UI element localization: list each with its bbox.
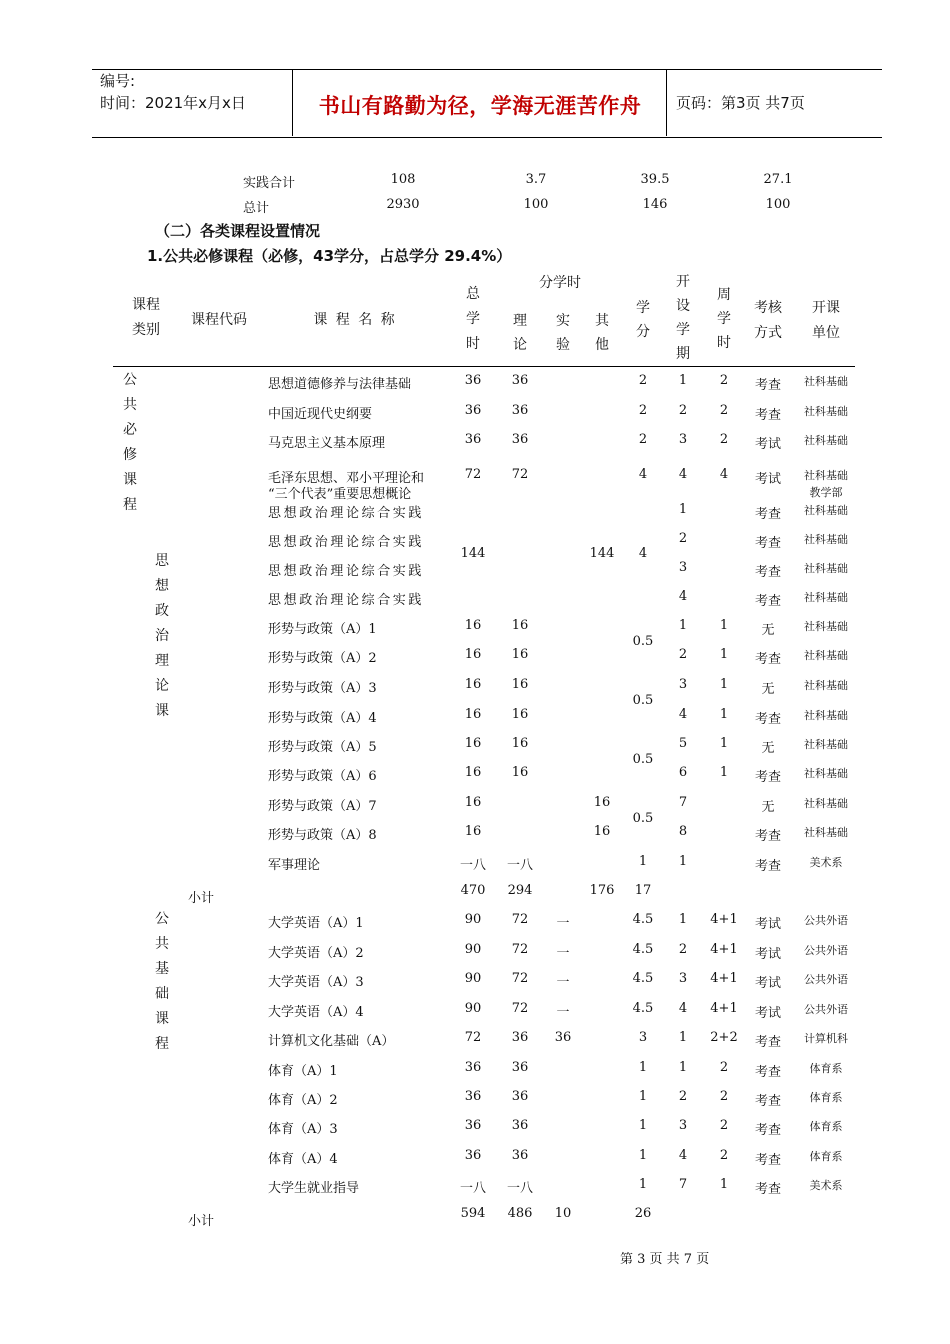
cell-weekly-hours: 4+1 (710, 971, 738, 986)
cell-credits: 1 (638, 1060, 648, 1075)
cell-semester: 3 (678, 560, 688, 575)
cell-total-hours: 16 (464, 618, 482, 633)
cell-exam-method: 考查 (754, 408, 782, 423)
cell-exam-method: 考查 (754, 770, 782, 785)
col-category: 课程 类别 (132, 297, 160, 338)
cell-department: 社科基础 (804, 562, 848, 575)
course-name: 体育（A）3 (268, 1122, 338, 1137)
summary-credit-pct: 100 (765, 197, 791, 212)
cell-total-hours: 594 (460, 1206, 486, 1221)
col-other: 其 他 (595, 313, 609, 353)
summary-credits: 39.5 (640, 172, 670, 187)
cell-weekly-hours: 2 (719, 432, 729, 447)
cell-weekly-hours: 1 (719, 677, 729, 692)
cell-credits: 17 (634, 883, 652, 898)
course-name: 体育（A）2 (268, 1093, 338, 1108)
cell-department: 体育系 (809, 1120, 843, 1133)
course-name: 大学生就业指导 (268, 1181, 360, 1196)
course-name: 体育（A）1 (268, 1064, 338, 1079)
cell-department: 社科基础 (804, 469, 848, 482)
cell-total-hours: 16 (464, 736, 482, 751)
cell-theory-hours: 16 (511, 618, 529, 633)
cell-credits: 1 (638, 1177, 648, 1192)
course-name: 形势与政策（A）5 (268, 740, 377, 755)
cell-department: 美术系 (809, 1179, 843, 1192)
subtotal-label: 小计 (188, 891, 215, 906)
cell-semester: 3 (678, 971, 688, 986)
cell-department: 社科基础 (804, 709, 848, 722)
cell-other-hours: 16 (593, 824, 611, 839)
cell-total-hours: 36 (464, 1060, 482, 1075)
cell-credits: 1 (638, 854, 648, 869)
cell-weekly-hours: 2 (719, 403, 729, 418)
cell-credits: 3 (638, 1030, 648, 1045)
cell-department: 社科基础 (804, 679, 848, 692)
cell-other-hours: 176 (589, 883, 615, 898)
merged-credits: 4 (638, 546, 648, 561)
cell-theory-hours: 16 (511, 677, 529, 692)
cell-semester: 1 (678, 912, 688, 927)
course-name: 思想政治理论综合实践 (268, 506, 425, 521)
category-ideology-label: 思 想 政 治 理 论 课 (155, 553, 169, 719)
cell-semester: 2 (678, 1089, 688, 1104)
cell-credits: 4.5 (632, 1001, 654, 1016)
cell-total-hours: 16 (464, 647, 482, 662)
cell-department: 社科基础 (804, 434, 848, 447)
cell-exam-method: 考查 (754, 594, 782, 609)
cell-theory-hours: 36 (511, 1060, 529, 1075)
cell-theory-hours: 36 (511, 403, 529, 418)
cell-weekly-hours: 1 (719, 765, 729, 780)
col-name: 课 程 名 称 (313, 312, 397, 328)
cell-theory-hours: 36 (511, 432, 529, 447)
cell-credits: 1 (638, 1089, 648, 1104)
cell-total-hours: 一八 (459, 1181, 487, 1196)
summary-name: 实践合计 (243, 176, 296, 191)
course-name: 大学英语（A）2 (268, 946, 364, 961)
cell-semester: 7 (678, 795, 688, 810)
cell-theory-hours: 36 (511, 1089, 529, 1104)
cell-theory-hours: 一八 (506, 858, 534, 873)
cell-lab-hours: 一 (556, 916, 570, 931)
cell-semester: 1 (678, 502, 688, 517)
cell-department: 公共外语 (804, 944, 848, 957)
course-name: 大学英语（A）3 (268, 975, 364, 990)
cell-exam-method: 无 (761, 623, 775, 638)
cell-semester: 3 (678, 1118, 688, 1133)
cell-theory-hours: 16 (511, 736, 529, 751)
cell-credits: 1 (638, 1148, 648, 1163)
cell-exam-method: 考查 (754, 1123, 782, 1138)
doc-time-label: 时间：2021年x月x日 (100, 94, 246, 112)
cell-total-hours: 36 (464, 1118, 482, 1133)
summary-pct: 3.7 (525, 172, 547, 187)
cell-exam-method: 考试 (754, 472, 782, 487)
summary-credits: 146 (642, 197, 668, 212)
merged-other-hours: 144 (589, 546, 615, 561)
category-main-label: 公 共 必 修 课 程 (123, 372, 137, 513)
cell-theory-hours: 294 (507, 883, 533, 898)
course-name: 军事理论 (268, 858, 321, 873)
cell-semester: 4 (678, 1148, 688, 1163)
cell-exam-method: 无 (761, 800, 775, 815)
cell-lab-hours: 10 (554, 1206, 572, 1221)
col-semester: 开 设 学 期 (676, 274, 690, 362)
course-name: 大学英语（A）4 (268, 1005, 364, 1020)
cell-total-hours: 90 (464, 912, 482, 927)
cell-theory-hours: 486 (507, 1206, 533, 1221)
cell-weekly-hours: 4+1 (710, 942, 738, 957)
cell-total-hours: 16 (464, 765, 482, 780)
course-name: 形势与政策（A）8 (268, 828, 377, 843)
subtotal-label: 小计 (188, 1214, 215, 1229)
col-theory: 理 论 (513, 313, 527, 353)
cell-credits: 1 (638, 1118, 648, 1133)
cell-credits: 4.5 (632, 971, 654, 986)
cell-credits: 4.5 (632, 942, 654, 957)
cell-department: 体育系 (809, 1062, 843, 1075)
category-basic-label: 公 共 基 础 课 程 (155, 911, 169, 1052)
cell-total-hours: 90 (464, 942, 482, 957)
cell-exam-method: 无 (761, 741, 775, 756)
cell-theory-hours: 72 (511, 942, 529, 957)
cell-semester: 5 (678, 736, 688, 751)
cell-credits: 2 (638, 403, 648, 418)
col-dept: 开课 单位 (812, 300, 840, 341)
course-name: 思想道德修养与法律基础 (268, 377, 412, 392)
cell-department: 社科基础 (804, 375, 848, 388)
cell-credits: 2 (638, 373, 648, 388)
course-name: 形势与政策（A）2 (268, 651, 377, 666)
cell-total-hours: 90 (464, 1001, 482, 1016)
cell-theory-hours: 36 (511, 1148, 529, 1163)
cell-semester: 2 (678, 647, 688, 662)
cell-theory-hours: 16 (511, 765, 529, 780)
cell-total-hours: 36 (464, 373, 482, 388)
cell-semester: 1 (678, 373, 688, 388)
cell-weekly-hours: 1 (719, 1177, 729, 1192)
subsection-heading: 1.公共必修课程（必修，43学分，占总学分 29.4%） (147, 247, 512, 265)
cell-total-hours: 16 (464, 707, 482, 722)
col-weekly: 周 学 时 (717, 287, 731, 351)
cell-exam-method: 考查 (754, 1065, 782, 1080)
cell-other-hours: 16 (593, 795, 611, 810)
course-name: 形势与政策（A）6 (268, 769, 377, 784)
cell-department: 美术系 (809, 856, 843, 869)
doc-id-label: 编号: (100, 72, 136, 90)
cell-theory-hours: 72 (511, 971, 529, 986)
cell-lab-hours: 一 (556, 975, 570, 990)
cell-theory-hours: 36 (511, 1118, 529, 1133)
cell-semester: 2 (678, 531, 688, 546)
cell-department: 社科基础 (804, 405, 848, 418)
cell-exam-method: 考查 (754, 712, 782, 727)
cell-department: 社科基础 (804, 504, 848, 517)
summary-hours: 2930 (386, 197, 420, 212)
col-credits: 学 分 (636, 300, 650, 340)
header-divider (666, 69, 667, 136)
course-name-line2: “三个代表”重要思想概论 (268, 487, 412, 502)
cell-weekly-hours: 2+2 (710, 1030, 738, 1045)
cell-theory-hours: 一八 (506, 1181, 534, 1196)
cell-total-hours: 36 (464, 432, 482, 447)
cell-weekly-hours: 2 (719, 1118, 729, 1133)
cell-department: 社科基础 (804, 767, 848, 780)
cell-theory-hours: 72 (511, 467, 529, 482)
cell-exam-method: 考试 (754, 437, 782, 452)
cell-weekly-hours: 1 (719, 618, 729, 633)
header-motto: 书山有路勤为径，学海无涯苦作舟 (318, 94, 642, 118)
cell-lab-hours: 36 (554, 1030, 572, 1045)
cell-total-hours: 470 (460, 883, 486, 898)
cell-exam-method: 考查 (754, 1035, 782, 1050)
cell-exam-method: 考试 (754, 947, 782, 962)
merged-policy-credit: 0.5 (632, 693, 654, 708)
cell-semester: 4 (678, 467, 688, 482)
page-footer: 第 3 页 共 7 页 (620, 1252, 710, 1267)
cell-semester: 4 (678, 589, 688, 604)
cell-department: 体育系 (809, 1150, 843, 1163)
cell-exam-method: 无 (761, 682, 775, 697)
course-name: 毛泽东思想、邓小平理论和 (268, 471, 425, 486)
cell-department: 公共外语 (804, 973, 848, 986)
course-name: 形势与政策（A）4 (268, 711, 377, 726)
col-code: 课程代码 (191, 312, 247, 328)
cell-weekly-hours: 4+1 (710, 912, 738, 927)
course-name: 中国近现代史纲要 (268, 407, 373, 422)
cell-semester: 6 (678, 765, 688, 780)
cell-exam-method: 考查 (754, 565, 782, 580)
course-name: 思想政治理论综合实践 (268, 593, 425, 608)
course-name: 马克思主义基本原理 (268, 436, 386, 451)
course-name: 思想政治理论综合实践 (268, 535, 425, 550)
col-exam: 考核 方式 (754, 300, 782, 341)
cell-total-hours: 一八 (459, 858, 487, 873)
cell-exam-method: 考查 (754, 378, 782, 393)
course-name: 思想政治理论综合实践 (268, 564, 425, 579)
cell-semester: 2 (678, 942, 688, 957)
course-name: 计算机文化基础（A） (268, 1034, 395, 1049)
cell-exam-method: 考查 (754, 829, 782, 844)
cell-theory-hours: 36 (511, 373, 529, 388)
cell-weekly-hours: 2 (719, 373, 729, 388)
cell-semester: 1 (678, 854, 688, 869)
cell-department: 社科基础 (804, 826, 848, 839)
cell-department: 社科基础 (804, 797, 848, 810)
cell-semester: 8 (678, 824, 688, 839)
cell-weekly-hours: 2 (719, 1089, 729, 1104)
header-meta (100, 70, 246, 114)
cell-credits: 2 (638, 432, 648, 447)
cell-total-hours: 36 (464, 403, 482, 418)
cell-total-hours: 36 (464, 1089, 482, 1104)
cell-weekly-hours: 1 (719, 647, 729, 662)
cell-total-hours: 16 (464, 795, 482, 810)
section-heading: （二）各类课程设置情况 (155, 222, 321, 240)
cell-department: 计算机科 (804, 1032, 848, 1045)
col-lab: 实 验 (556, 313, 570, 353)
cell-exam-method: 考查 (754, 859, 782, 874)
cell-theory-hours: 16 (511, 707, 529, 722)
summary-credit-pct: 27.1 (763, 172, 793, 187)
cell-semester: 2 (678, 403, 688, 418)
cell-department: 社科基础 (804, 533, 848, 546)
cell-weekly-hours: 1 (719, 707, 729, 722)
cell-department: 社科基础 (804, 591, 848, 604)
cell-total-hours: 72 (464, 467, 482, 482)
cell-semester: 4 (678, 707, 688, 722)
course-name: 形势与政策（A）3 (268, 681, 377, 696)
course-name: 形势与政策（A）1 (268, 622, 377, 637)
col-split-hours: 分学时 (539, 275, 581, 291)
cell-semester: 3 (678, 677, 688, 692)
cell-weekly-hours: 4 (719, 467, 729, 482)
summary-pct: 100 (523, 197, 549, 212)
cell-theory-hours: 72 (511, 1001, 529, 1016)
merged-policy-credit: 0.5 (632, 634, 654, 649)
cell-department: 公共外语 (804, 914, 848, 927)
cell-exam-method: 考查 (754, 507, 782, 522)
course-name: 体育（A）4 (268, 1152, 338, 1167)
cell-semester: 3 (678, 432, 688, 447)
cell-department: 社科基础 (804, 738, 848, 751)
cell-theory-hours: 72 (511, 912, 529, 927)
cell-weekly-hours: 2 (719, 1148, 729, 1163)
cell-exam-method: 考试 (754, 1006, 782, 1021)
cell-department: 社科基础 (804, 649, 848, 662)
cell-semester: 7 (678, 1177, 688, 1192)
merged-policy-credit: 0.5 (632, 752, 654, 767)
cell-total-hours: 90 (464, 971, 482, 986)
cell-weekly-hours: 2 (719, 1060, 729, 1075)
cell-theory-hours: 16 (511, 647, 529, 662)
cell-lab-hours: 一 (556, 1005, 570, 1020)
cell-department: 体育系 (809, 1091, 843, 1104)
cell-exam-method: 考查 (754, 1153, 782, 1168)
merged-total-hours: 144 (460, 546, 486, 561)
cell-total-hours: 36 (464, 1148, 482, 1163)
cell-exam-method: 考查 (754, 652, 782, 667)
cell-exam-method: 考试 (754, 976, 782, 991)
cell-lab-hours: 一 (556, 946, 570, 961)
cell-exam-method: 考查 (754, 536, 782, 551)
merged-policy-credit: 0.5 (632, 811, 654, 826)
course-name: 大学英语（A）1 (268, 916, 364, 931)
cell-department: 公共外语 (804, 1003, 848, 1016)
header-rule (113, 366, 855, 367)
cell-weekly-hours: 4+1 (710, 1001, 738, 1016)
cell-semester: 4 (678, 1001, 688, 1016)
col-total-hours: 总 学 时 (466, 286, 480, 352)
cell-weekly-hours: 1 (719, 736, 729, 751)
course-name: 形势与政策（A）7 (268, 799, 377, 814)
cell-credits: 26 (634, 1206, 652, 1221)
cell-semester: 1 (678, 618, 688, 633)
cell-total-hours: 16 (464, 824, 482, 839)
cell-exam-method: 考查 (754, 1094, 782, 1109)
cell-exam-method: 考试 (754, 917, 782, 932)
cell-theory-hours: 36 (511, 1030, 529, 1045)
cell-total-hours: 16 (464, 677, 482, 692)
header-page-label: 页码：第3页 共7页 (676, 94, 805, 112)
header-divider (292, 69, 293, 136)
cell-total-hours: 72 (464, 1030, 482, 1045)
cell-credits: 4 (638, 467, 648, 482)
summary-name: 总计 (243, 201, 270, 216)
cell-department: 社科基础 (804, 620, 848, 633)
cell-semester: 1 (678, 1060, 688, 1075)
summary-hours: 108 (390, 172, 416, 187)
cell-credits: 4.5 (632, 912, 654, 927)
cell-exam-method: 考查 (754, 1182, 782, 1197)
cell-semester: 1 (678, 1030, 688, 1045)
dept-line2: 教学部 (809, 486, 843, 499)
